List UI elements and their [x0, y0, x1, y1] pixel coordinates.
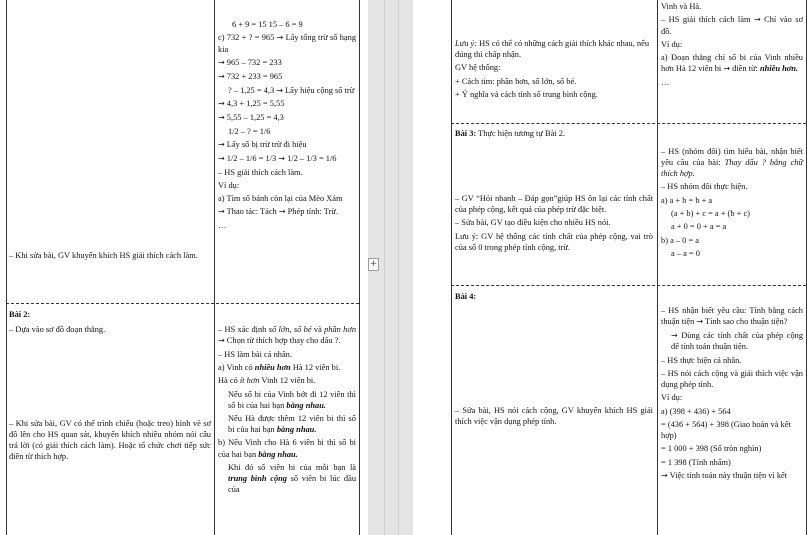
fraction-hint: → Lấy số bị trừ trừ đi hiệu	[218, 140, 307, 150]
fraction-steps: → 1/2 – 1/6 = 1/3 → 1/2 – 1/3 = 1/6	[218, 153, 337, 163]
table-column-divider	[657, 0, 658, 535]
document-page-left	[0, 0, 368, 535]
answer-b-2: Khi đó số viên bi của mỗi bạn là trung bình cộng số viên bi lúc đầu của	[228, 462, 357, 494]
system-item-1: + Cách tìm: phần hơn, số lớn, số bé.	[455, 76, 577, 86]
table-border-right	[359, 0, 360, 535]
example-a-line: a) Tìm số bánh còn lại của Mèo Xám	[218, 194, 343, 204]
table-row-divider	[451, 285, 806, 286]
gutter-edge	[384, 0, 385, 535]
arrow-icon: →	[218, 153, 225, 163]
row2-title-cell	[455, 128, 653, 141]
note-line: Lưu ý: HS có thể có những cách giải thích khác nhau, nếu đúng thì chấp nhận.	[455, 39, 650, 60]
calc-conclusion: → Việc tính toán này thuận tiện vì kết	[661, 470, 788, 480]
ellipsis: …	[218, 221, 227, 231]
row2-right-cell	[218, 324, 356, 497]
section-title-bai-2: Bài 2:	[9, 310, 31, 319]
answer-a-1: a) Vinh có nhiều hơn Hà 12 viên bi.	[218, 363, 341, 373]
row1-right-cell	[218, 19, 356, 233]
system-item-2: + Ý nghĩa và cách tính số trung bình cộng.	[455, 89, 598, 99]
calc-line-4: = 1 398 (Tính nhẩm)	[661, 457, 731, 467]
table-border-left	[451, 0, 452, 535]
continued-line: Vinh và Hà.	[661, 2, 702, 11]
row1-left-cell	[9, 250, 211, 263]
row2-left-note-1	[9, 324, 211, 337]
student-task-1-detail: → Dùng các tính chất của phép cộng để tính toán thuận tiện.	[671, 330, 804, 352]
example-label: Ví dụ:	[661, 393, 683, 403]
arrow-icon: →	[671, 330, 678, 340]
student-task-3: – HS nói cách cộng và giải thích việc vận dụng phép tính.	[661, 368, 803, 390]
row1-right-cell	[661, 1, 803, 91]
system-label: GV hệ thống:	[455, 63, 501, 73]
teacher-instruction: – Khi sửa bài, GV có thể trình chiếu (hoặc treo) hình vẽ sơ đồ lên cho HS quan sát, khuyến khích nhiều nhóm nói câu trả lời (có giải thích cách làm). Hoặc tổ chức chơi tiếp sức điền từ thích hợp.	[9, 419, 211, 462]
property-commutative: a) a + b = b + a	[661, 195, 713, 205]
arrow-icon: →	[661, 470, 668, 480]
student-task-2: – HS nhóm đôi thực hiện.	[661, 182, 748, 192]
exercise-c-line: c) 732 + ? = 965 → Lấy tổng trừ số hạng kia	[218, 33, 357, 54]
student-task-1: – HS nhận biết yêu cầu: Tính bằng cách thuận tiện → Tính sao cho thuận tiện?	[661, 306, 803, 327]
fraction-question: 1/2 – ? = 1/6	[228, 126, 271, 136]
teacher-fix-note: – Sửa bài, GV tạo điều kiện cho nhiều HS nói.	[455, 218, 611, 228]
diagram-note: – Dựa vào sơ đồ đoạn thẳng.	[9, 325, 106, 334]
exercise-d-step: → 4,3 + 1,25 = 5,55	[218, 99, 285, 109]
arrow-icon: →	[218, 99, 225, 109]
row2-left-notes	[455, 193, 653, 255]
equation-line: 6 + 9 = 15 15 – 6 = 9	[232, 20, 303, 29]
explain-line: – HS giải thích cách làm → Chỉ vào sơ đồ.	[661, 15, 803, 36]
example-a-operation: → Thao tác: Tách → Phép tính: Trừ.	[218, 207, 339, 217]
student-task-2: – HS thực hiện cá nhân.	[661, 355, 742, 365]
exercise-d-line: ? – 1,25 = 4,3 → Lấy hiệu cộng số trừ	[228, 85, 355, 95]
calc-line-3: = 1 000 + 398 (Số tròn nghìn)	[661, 444, 762, 454]
document-page-right	[413, 0, 807, 535]
section-title-bai-3: Bài 3: Thực hiện tương tự Bài 2.	[455, 129, 566, 138]
teacher-note: – Khi sửa bài, GV khuyến khích HS giải thích cách làm.	[9, 251, 198, 260]
teacher-summary-note: Lưu ý: GV hệ thống các tính chất của phép cộng, vai trò của số 0 trong phép tính cộng, trừ.	[455, 231, 653, 252]
property-subtract-zero: b) a – 0 = a	[661, 235, 699, 245]
arrow-icon: →	[278, 207, 286, 217]
exercise-c-step: → 965 – 732 = 233	[218, 58, 282, 68]
arrow-icon: →	[218, 58, 225, 68]
section-title-bai-4: Bài 4:	[455, 292, 477, 301]
add-content-button[interactable]: +	[369, 259, 378, 269]
calc-line-2: = (436 + 564) + 398 (Giao hoán và kết hợp)	[661, 419, 791, 440]
property-associative: (a + b) + c = a + (b + c)	[671, 209, 750, 219]
table-row-divider	[6, 303, 359, 304]
arrow-icon: →	[276, 85, 283, 95]
arrow-icon: →	[278, 153, 285, 163]
arrow-icon: →	[696, 317, 704, 327]
arrow-icon: →	[218, 113, 225, 123]
example-label: Ví dụ:	[661, 40, 683, 50]
table-row-divider	[451, 123, 806, 124]
exercise-d-check: → 5,55 – 1,25 = 4,3	[218, 113, 284, 123]
table-border-left	[6, 0, 7, 535]
example-a-line: a) Đoạn thẳng chỉ số bi của Vinh nhiều hơn Hà 12 viên bi → điền từ: nhiều hơn.	[661, 53, 803, 74]
row2-title-cell	[9, 309, 209, 322]
example-label: Ví dụ:	[218, 180, 240, 190]
row3-left-note	[455, 405, 653, 429]
calc-line-1: a) (398 + 436) + 564	[661, 406, 731, 416]
row2-right-cell	[661, 146, 803, 261]
student-task-1: – HS (nhóm đôi) tìm hiểu bài, nhận biết yêu cầu của bài: Thay dấu ? bằng chữ thích hợp.	[661, 147, 803, 179]
row3-right-cell	[661, 305, 803, 484]
answer-a-4: Nếu Hà được thêm 12 viên bi thì số bi của hai bạn bằng nhau.	[228, 414, 356, 435]
arrow-icon: →	[218, 336, 225, 346]
arrow-icon: →	[218, 71, 225, 81]
row2-left-note-2	[9, 418, 211, 465]
arrow-icon: →	[723, 64, 731, 74]
property-zero: a + 0 = 0 + a = a	[671, 222, 727, 232]
arrow-icon: →	[218, 207, 225, 217]
gutter-edge	[398, 0, 399, 535]
exercise-c-check: → 732 + 233 = 965	[218, 71, 283, 81]
property-subtract-self: a – a = 0	[671, 248, 700, 258]
student-task-2: – HS làm bài cá nhân.	[218, 349, 292, 359]
student-task-1: – HS xác định số lớn, số bé và phần hơn → Chọn từ thích hợp thay cho dấu ?.	[218, 325, 357, 346]
answer-b-1: b) Nếu Vinh cho Hà 6 viên bi thì số bi của hai bạn bằng nhau.	[218, 438, 356, 459]
row1-left-cell	[455, 38, 653, 102]
answer-a-2: Hà có ít hơn Vinh 12 viên bi.	[218, 376, 316, 386]
explain-line: – HS giải thích cách làm.	[218, 167, 303, 177]
arrow-icon: →	[218, 140, 225, 150]
page-gutter	[368, 0, 413, 535]
ellipsis: …	[661, 78, 670, 88]
arrow-icon: →	[276, 33, 284, 43]
row3-title-cell	[455, 291, 653, 304]
arrow-icon: →	[753, 15, 761, 25]
answer-a-3: Nếu số bi của Vinh bớt đi 12 viên thì số bi của hai bạn bằng nhau.	[228, 389, 356, 410]
teacher-quiz-note: – GV “Hỏi nhanh – Đáp gọn”giúp HS ôn lại các tính chất của phép cộng, kết quả của phép trừ đặc biệt.	[455, 194, 653, 215]
teacher-instruction: – Sửa bài, HS nói cách cộng, GV khuyến khích HS giải thích việc vận dụng phép tính.	[455, 406, 653, 427]
table-column-divider	[214, 0, 215, 535]
